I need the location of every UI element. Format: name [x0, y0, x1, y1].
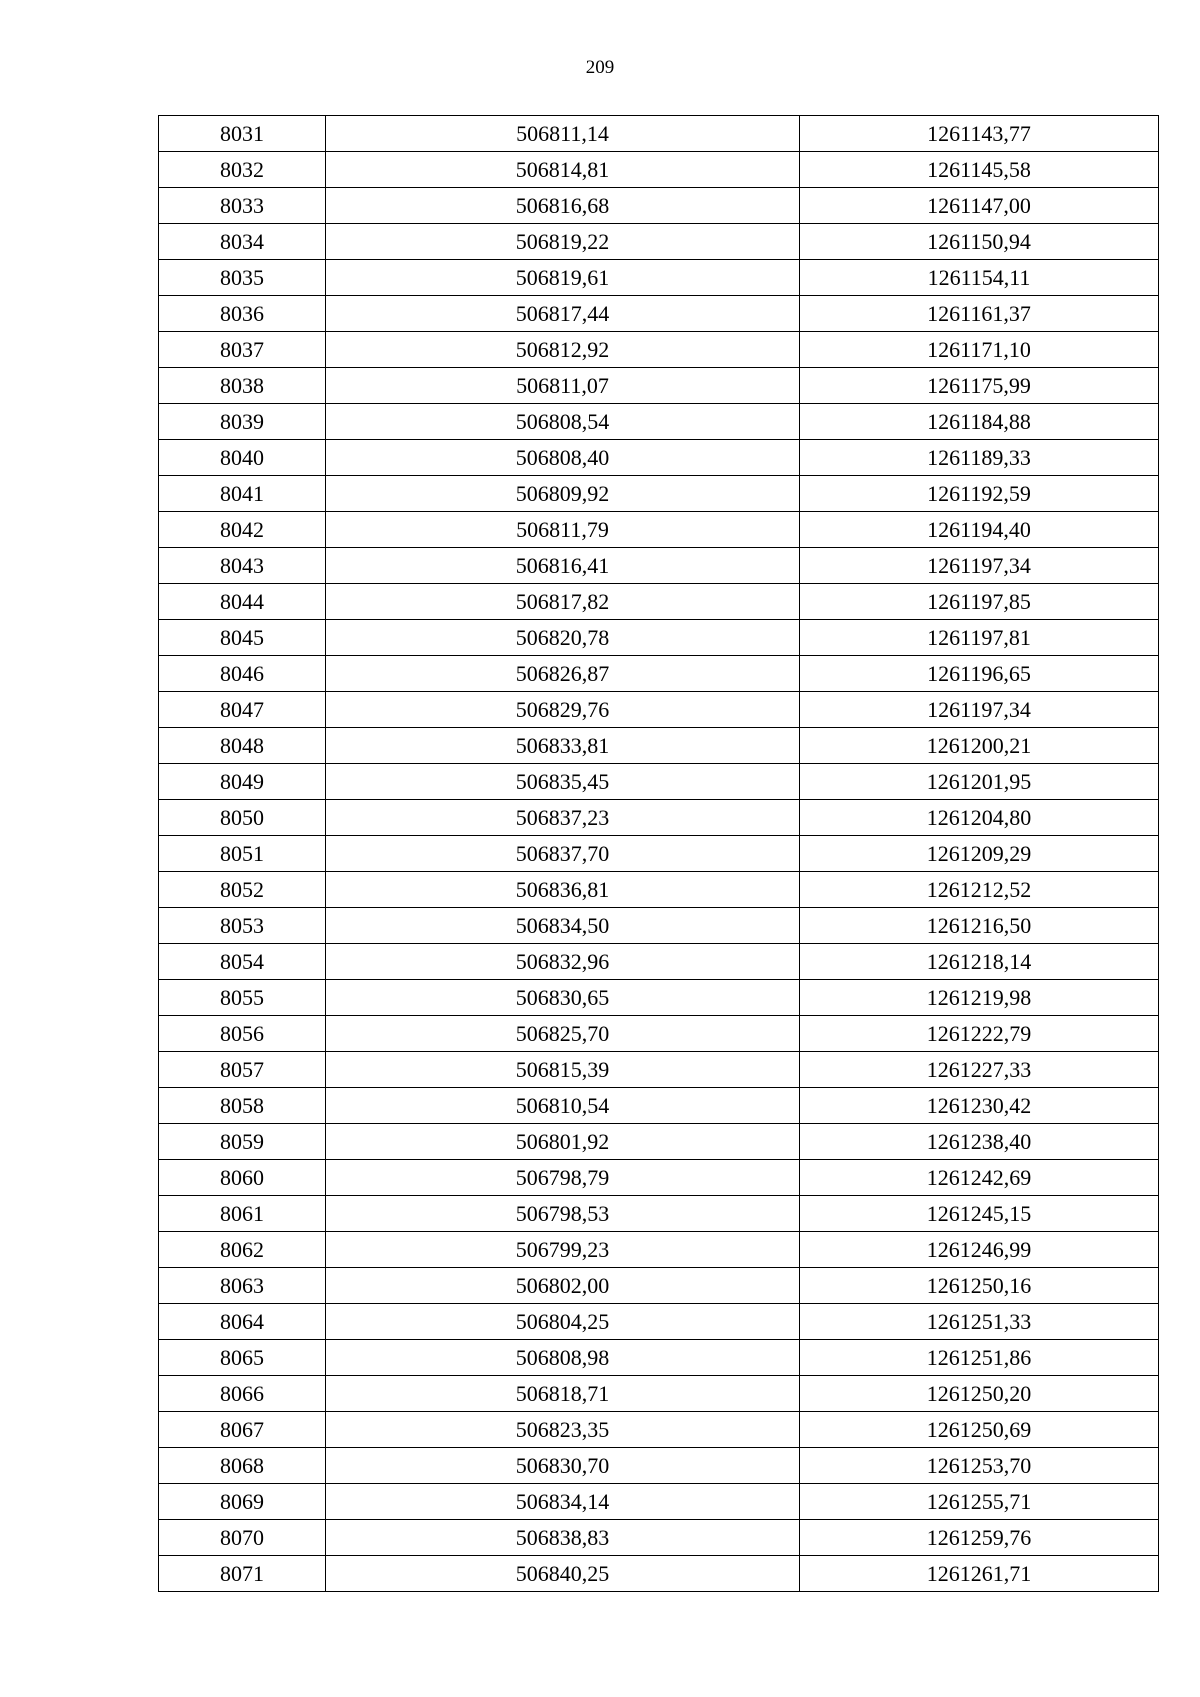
point-number-cell: 8038	[159, 368, 326, 404]
x-coordinate-cell: 506836,81	[326, 872, 800, 908]
x-coordinate-cell: 506837,70	[326, 836, 800, 872]
point-number-cell: 8045	[159, 620, 326, 656]
x-coordinate-cell: 506837,23	[326, 800, 800, 836]
table-row	[159, 1088, 1159, 1124]
table-row	[159, 548, 1159, 584]
point-number-cell: 8054	[159, 944, 326, 980]
table-row	[159, 980, 1159, 1016]
x-coordinate-cell: 506833,81	[326, 728, 800, 764]
y-coordinate-cell: 1261253,70	[800, 1448, 1159, 1484]
y-coordinate-cell: 1261246,99	[800, 1232, 1159, 1268]
table-row	[159, 1196, 1159, 1232]
x-coordinate-cell: 506804,25	[326, 1304, 800, 1340]
table-row	[159, 1124, 1159, 1160]
y-coordinate-cell: 1261196,65	[800, 656, 1159, 692]
table-row	[159, 116, 1159, 152]
point-number-cell: 8042	[159, 512, 326, 548]
y-coordinate-cell: 1261230,42	[800, 1088, 1159, 1124]
y-coordinate-cell: 1261250,69	[800, 1412, 1159, 1448]
y-coordinate-cell: 1261250,20	[800, 1376, 1159, 1412]
y-coordinate-cell: 1261154,11	[800, 260, 1159, 296]
y-coordinate-cell: 1261212,52	[800, 872, 1159, 908]
table-row	[159, 476, 1159, 512]
table-row	[159, 404, 1159, 440]
y-coordinate-cell: 1261184,88	[800, 404, 1159, 440]
table-row	[159, 260, 1159, 296]
table-row	[159, 728, 1159, 764]
point-number-cell: 8039	[159, 404, 326, 440]
table-row	[159, 296, 1159, 332]
table-row	[159, 1376, 1159, 1412]
x-coordinate-cell: 506835,45	[326, 764, 800, 800]
x-coordinate-cell: 506810,54	[326, 1088, 800, 1124]
x-coordinate-cell: 506830,65	[326, 980, 800, 1016]
point-number-cell: 8053	[159, 908, 326, 944]
point-number-cell: 8049	[159, 764, 326, 800]
y-coordinate-cell: 1261251,86	[800, 1340, 1159, 1376]
y-coordinate-cell: 1261245,15	[800, 1196, 1159, 1232]
x-coordinate-cell: 506834,14	[326, 1484, 800, 1520]
point-number-cell: 8071	[159, 1556, 326, 1592]
point-number-cell: 8060	[159, 1160, 326, 1196]
y-coordinate-cell: 1261192,59	[800, 476, 1159, 512]
x-coordinate-cell: 506826,87	[326, 656, 800, 692]
y-coordinate-cell: 1261259,76	[800, 1520, 1159, 1556]
x-coordinate-cell: 506819,22	[326, 224, 800, 260]
y-coordinate-cell: 1261143,77	[800, 116, 1159, 152]
table-row	[159, 1016, 1159, 1052]
table-row	[159, 1520, 1159, 1556]
x-coordinate-cell: 506798,53	[326, 1196, 800, 1232]
page-number: 209	[585, 57, 615, 78]
x-coordinate-cell: 506819,61	[326, 260, 800, 296]
y-coordinate-cell: 1261251,33	[800, 1304, 1159, 1340]
x-coordinate-cell: 506829,76	[326, 692, 800, 728]
x-coordinate-cell: 506823,35	[326, 1412, 800, 1448]
y-coordinate-cell: 1261197,85	[800, 584, 1159, 620]
y-coordinate-cell: 1261222,79	[800, 1016, 1159, 1052]
table-row	[159, 908, 1159, 944]
y-coordinate-cell: 1261147,00	[800, 188, 1159, 224]
table-row	[159, 1448, 1159, 1484]
table-row	[159, 1304, 1159, 1340]
table-row	[159, 152, 1159, 188]
y-coordinate-cell: 1261238,40	[800, 1124, 1159, 1160]
x-coordinate-cell: 506832,96	[326, 944, 800, 980]
y-coordinate-cell: 1261216,50	[800, 908, 1159, 944]
point-number-cell: 8059	[159, 1124, 326, 1160]
table-row	[159, 1484, 1159, 1520]
point-number-cell: 8055	[159, 980, 326, 1016]
point-number-cell: 8033	[159, 188, 326, 224]
x-coordinate-cell: 506814,81	[326, 152, 800, 188]
table-row	[159, 440, 1159, 476]
x-coordinate-cell: 506802,00	[326, 1268, 800, 1304]
table-row	[159, 656, 1159, 692]
point-number-cell: 8047	[159, 692, 326, 728]
y-coordinate-cell: 1261209,29	[800, 836, 1159, 872]
x-coordinate-cell: 506816,41	[326, 548, 800, 584]
y-coordinate-cell: 1261194,40	[800, 512, 1159, 548]
y-coordinate-cell: 1261150,94	[800, 224, 1159, 260]
y-coordinate-cell: 1261219,98	[800, 980, 1159, 1016]
x-coordinate-cell: 506818,71	[326, 1376, 800, 1412]
y-coordinate-cell: 1261201,95	[800, 764, 1159, 800]
y-coordinate-cell: 1261145,58	[800, 152, 1159, 188]
y-coordinate-cell: 1261255,71	[800, 1484, 1159, 1520]
x-coordinate-cell: 506834,50	[326, 908, 800, 944]
point-number-cell: 8043	[159, 548, 326, 584]
table-row	[159, 1340, 1159, 1376]
y-coordinate-cell: 1261242,69	[800, 1160, 1159, 1196]
point-number-cell: 8032	[159, 152, 326, 188]
table-row	[159, 692, 1159, 728]
table-row	[159, 836, 1159, 872]
point-number-cell: 8035	[159, 260, 326, 296]
y-coordinate-cell: 1261175,99	[800, 368, 1159, 404]
point-number-cell: 8069	[159, 1484, 326, 1520]
table-row	[159, 224, 1159, 260]
point-number-cell: 8061	[159, 1196, 326, 1232]
point-number-cell: 8041	[159, 476, 326, 512]
x-coordinate-cell: 506817,44	[326, 296, 800, 332]
point-number-cell: 8057	[159, 1052, 326, 1088]
point-number-cell: 8063	[159, 1268, 326, 1304]
y-coordinate-cell: 1261204,80	[800, 800, 1159, 836]
y-coordinate-cell: 1261171,10	[800, 332, 1159, 368]
point-number-cell: 8046	[159, 656, 326, 692]
point-number-cell: 8031	[159, 116, 326, 152]
table-row	[159, 584, 1159, 620]
point-number-cell: 8050	[159, 800, 326, 836]
point-number-cell: 8052	[159, 872, 326, 908]
x-coordinate-cell: 506812,92	[326, 332, 800, 368]
y-coordinate-cell: 1261189,33	[800, 440, 1159, 476]
point-number-cell: 8064	[159, 1304, 326, 1340]
x-coordinate-cell: 506816,68	[326, 188, 800, 224]
point-number-cell: 8067	[159, 1412, 326, 1448]
y-coordinate-cell: 1261218,14	[800, 944, 1159, 980]
point-number-cell: 8065	[159, 1340, 326, 1376]
x-coordinate-cell: 506801,92	[326, 1124, 800, 1160]
table-row	[159, 1268, 1159, 1304]
y-coordinate-cell: 1261161,37	[800, 296, 1159, 332]
point-number-cell: 8040	[159, 440, 326, 476]
coordinates-table-body	[159, 116, 1159, 1592]
x-coordinate-cell: 506811,79	[326, 512, 800, 548]
point-number-cell: 8062	[159, 1232, 326, 1268]
x-coordinate-cell: 506808,98	[326, 1340, 800, 1376]
point-number-cell: 8048	[159, 728, 326, 764]
table-row	[159, 512, 1159, 548]
point-number-cell: 8066	[159, 1376, 326, 1412]
x-coordinate-cell: 506798,79	[326, 1160, 800, 1196]
x-coordinate-cell: 506809,92	[326, 476, 800, 512]
table-row	[159, 800, 1159, 836]
x-coordinate-cell: 506808,40	[326, 440, 800, 476]
y-coordinate-cell: 1261261,71	[800, 1556, 1159, 1592]
point-number-cell: 8070	[159, 1520, 326, 1556]
x-coordinate-cell: 506825,70	[326, 1016, 800, 1052]
point-number-cell: 8034	[159, 224, 326, 260]
x-coordinate-cell: 506838,83	[326, 1520, 800, 1556]
point-number-cell: 8036	[159, 296, 326, 332]
y-coordinate-cell: 1261250,16	[800, 1268, 1159, 1304]
table-row	[159, 944, 1159, 980]
point-number-cell: 8058	[159, 1088, 326, 1124]
x-coordinate-cell: 506820,78	[326, 620, 800, 656]
coordinates-table	[158, 115, 1159, 1592]
point-number-cell: 8051	[159, 836, 326, 872]
x-coordinate-cell: 506799,23	[326, 1232, 800, 1268]
x-coordinate-cell: 506840,25	[326, 1556, 800, 1592]
y-coordinate-cell: 1261197,34	[800, 692, 1159, 728]
table-row	[159, 1052, 1159, 1088]
y-coordinate-cell: 1261200,21	[800, 728, 1159, 764]
x-coordinate-cell: 506815,39	[326, 1052, 800, 1088]
table-row	[159, 1160, 1159, 1196]
y-coordinate-cell: 1261227,33	[800, 1052, 1159, 1088]
point-number-cell: 8037	[159, 332, 326, 368]
x-coordinate-cell: 506811,14	[326, 116, 800, 152]
table-row	[159, 1556, 1159, 1592]
x-coordinate-cell: 506811,07	[326, 368, 800, 404]
x-coordinate-cell: 506808,54	[326, 404, 800, 440]
point-number-cell: 8044	[159, 584, 326, 620]
table-row	[159, 1232, 1159, 1268]
table-row	[159, 188, 1159, 224]
table-row	[159, 764, 1159, 800]
table-row	[159, 872, 1159, 908]
table-row	[159, 1412, 1159, 1448]
x-coordinate-cell: 506830,70	[326, 1448, 800, 1484]
point-number-cell: 8056	[159, 1016, 326, 1052]
y-coordinate-cell: 1261197,34	[800, 548, 1159, 584]
table-row	[159, 368, 1159, 404]
table-row	[159, 620, 1159, 656]
point-number-cell: 8068	[159, 1448, 326, 1484]
table-row	[159, 332, 1159, 368]
y-coordinate-cell: 1261197,81	[800, 620, 1159, 656]
x-coordinate-cell: 506817,82	[326, 584, 800, 620]
